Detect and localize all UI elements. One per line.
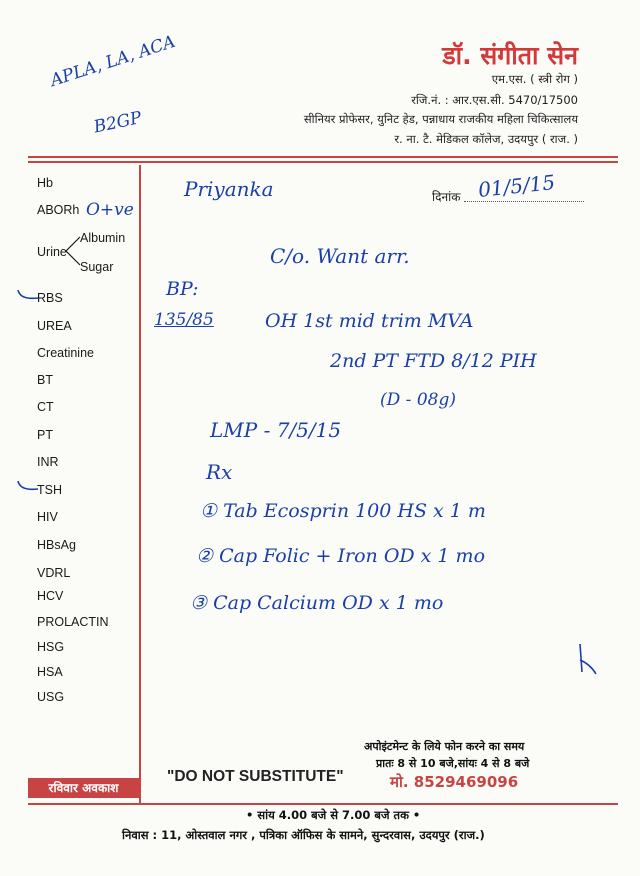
test-creatinine: Creatinine [37, 346, 94, 360]
rbs-tick-mark [14, 286, 40, 306]
test-prolactin: PROLACTIN [37, 615, 109, 629]
handwritten-rx: Rx [206, 460, 233, 484]
test-hiv: HIV [37, 510, 58, 524]
header-divider-top [28, 156, 618, 158]
handwritten-bp-label: BP: [166, 278, 199, 300]
test-hbsag: HBsAg [37, 538, 76, 552]
test-hsg: HSG [37, 640, 65, 654]
test-bt: BT [37, 373, 53, 387]
tsh-tick-mark [14, 477, 40, 497]
doctor-name: डॉ. संगीता सेन [442, 41, 578, 70]
test-pt: PT [37, 428, 53, 442]
handwritten-d-note: (D - 08g) [380, 390, 456, 410]
handwritten-medication-3: ③ Cap Calcium OD x 1 mo [190, 592, 444, 614]
test-hb: Hb [37, 176, 53, 190]
handwritten-blood-group: O+ve [86, 200, 134, 220]
designation: सीनियर प्रोफेसर, युनिट हेड, पन्नाधाय राजकीय महिला चिकित्सालय [303, 112, 578, 126]
test-tsh: TSH [37, 483, 62, 497]
residence-address: निवास : 11, ओस्तवाल नगर , पत्रिका ऑफिस के सामने, सुन्दरवास, उदयपुर (राज.) [122, 828, 485, 842]
test-aborh: ABORh [37, 203, 80, 217]
handwritten-date: 01/5/15 [476, 170, 557, 202]
handwritten-patient-name: Priyanka [184, 177, 274, 201]
urine-bracket [62, 234, 82, 268]
handwritten-lmp: LMP - 7/5/15 [210, 418, 342, 442]
handwritten-note-b2gp: B2GP [92, 107, 144, 138]
handwritten-signature-mark [570, 640, 600, 680]
test-vdrl: VDRL [37, 566, 71, 580]
college: र. ना. टै. मेडिकल कॉलेज, उदयपुर ( राज. ) [394, 132, 578, 146]
phone-number: मो. 8529469096 [390, 773, 519, 791]
test-hsa: HSA [37, 665, 63, 679]
test-hcv: HCV [37, 589, 64, 603]
header-divider-bottom [28, 161, 618, 163]
doctor-degree: एम.एस. ( स्त्री रोग ) [491, 72, 578, 86]
test-rbs: RBS [37, 291, 63, 305]
test-ct: CT [37, 400, 54, 414]
appointment-time-hours: प्रातः 8 से 10 बजे,सांयः 4 से 8 बजे [376, 757, 530, 770]
test-urea: UREA [37, 319, 72, 333]
footer-divider [28, 803, 618, 805]
sunday-holiday-badge: रविवार अवकाश [28, 778, 139, 798]
handwritten-obstetric-history-2: 2nd PT FTD 8/12 PIH [330, 350, 537, 372]
evening-hours: • सांय 4.00 बजे से 7.00 बजे तक • [246, 808, 421, 822]
registration-number: रजि.नं. : आर.एस.सी. 5470/17500 [411, 93, 578, 107]
do-not-substitute: "DO NOT SUBSTITUTE" [167, 768, 344, 785]
handwritten-complaint: C/o. Want arr. [270, 244, 410, 268]
test-usg: USG [37, 690, 65, 704]
handwritten-obstetric-history-1: OH 1st mid trim MVA [265, 310, 474, 332]
test-inr: INR [37, 455, 59, 469]
test-albumin: Albumin [80, 231, 126, 245]
test-sugar: Sugar [80, 260, 114, 274]
appointment-time-heading: अपोइंटमेन्ट के लिये फोन करने का समय [364, 740, 525, 753]
sidebar-divider [139, 165, 141, 805]
handwritten-medication-1: ① Tab Ecosprin 100 HS x 1 m [200, 500, 486, 522]
handwritten-medication-2: ② Cap Folic + Iron OD x 1 mo [196, 545, 486, 567]
handwritten-bp-value: 135/85 [154, 310, 214, 330]
date-label: दिनांक [432, 190, 461, 204]
handwritten-note-apla: APLA, LA, ACA [48, 31, 178, 92]
test-urine: Urine [37, 245, 67, 259]
